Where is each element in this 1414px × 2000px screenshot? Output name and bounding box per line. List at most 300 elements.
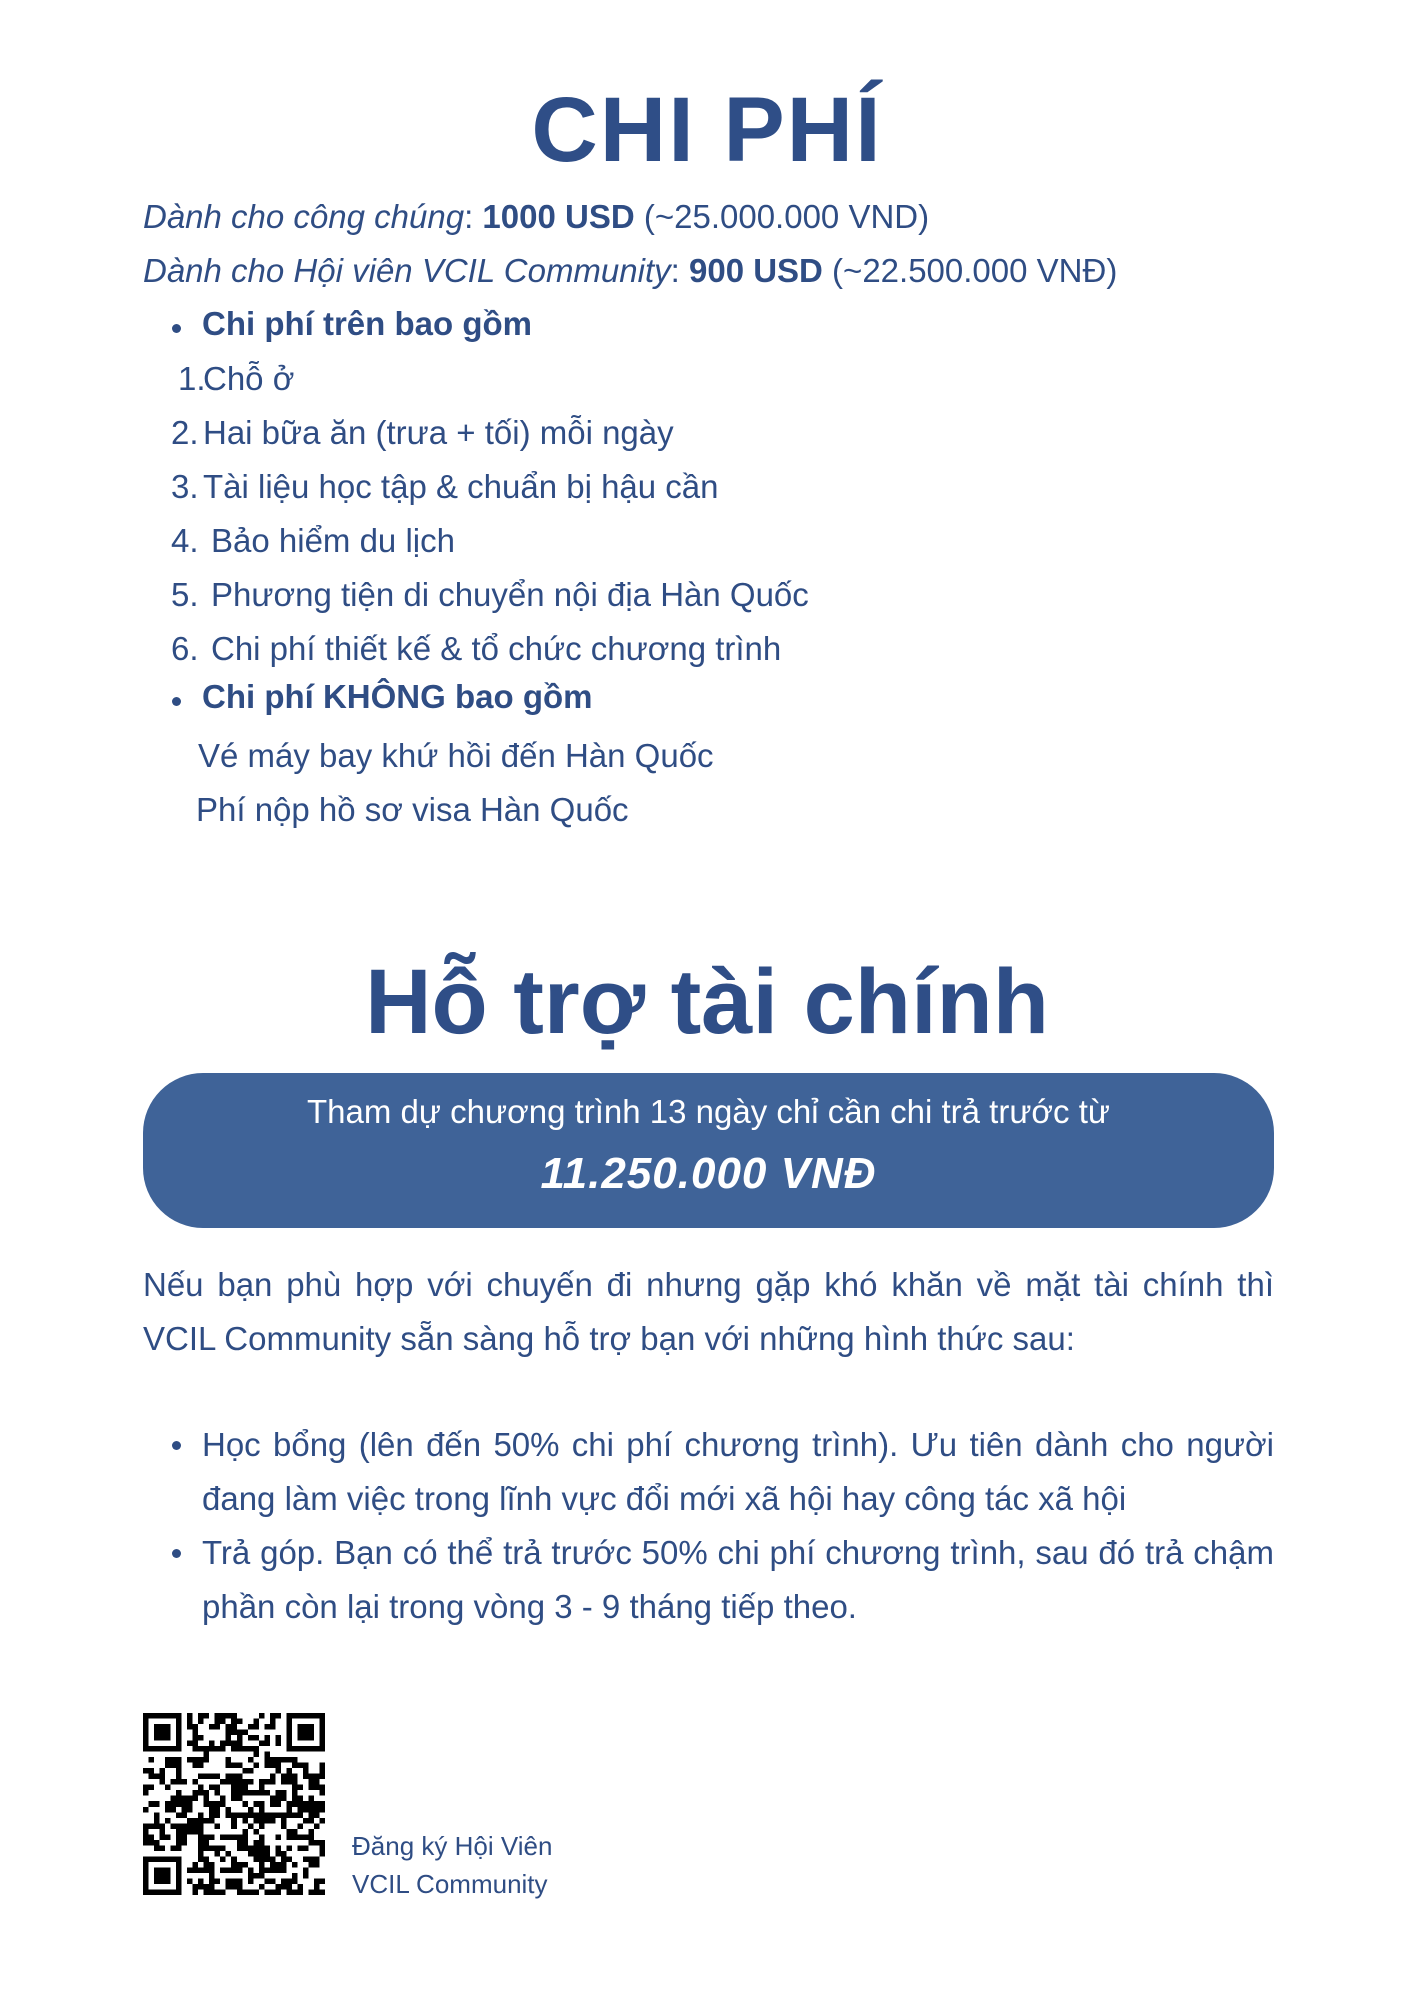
qr-module [176, 1862, 182, 1868]
qr-module [259, 1834, 265, 1840]
qr-module [286, 1889, 292, 1895]
qr-module [176, 1757, 182, 1763]
member-price-label: Dành cho Hội viên VCIL Community [143, 252, 671, 289]
qr-module [160, 1768, 166, 1774]
qr-module [154, 1873, 160, 1879]
qr-module [264, 1779, 270, 1785]
qr-module [182, 1840, 188, 1846]
qr-module [259, 1741, 265, 1747]
qr-module [220, 1719, 226, 1725]
qr-module [281, 1856, 287, 1862]
qr-module [160, 1774, 166, 1780]
qr-module [182, 1796, 188, 1802]
qr-module [297, 1763, 303, 1769]
qr-module [204, 1834, 210, 1840]
qr-module [220, 1889, 226, 1895]
qr-module [143, 1856, 149, 1862]
member-price-amount: 900 USD [688, 252, 823, 289]
qr-module [193, 1829, 199, 1835]
qr-module [176, 1779, 182, 1785]
qr-module [297, 1845, 303, 1851]
qr-module [264, 1845, 270, 1851]
qr-module [143, 1768, 149, 1774]
qr-module [231, 1862, 237, 1868]
qr-caption-line2: VCIL Community [352, 1869, 548, 1899]
qr-module [215, 1878, 221, 1884]
qr-module [286, 1746, 292, 1752]
qr-module [253, 1856, 259, 1862]
qr-module [154, 1878, 160, 1884]
qr-module [281, 1812, 287, 1818]
qr-module [176, 1889, 182, 1895]
qr-module [275, 1867, 281, 1873]
qr-module [292, 1834, 298, 1840]
qr-module [264, 1812, 270, 1818]
qr-module [204, 1774, 210, 1780]
qr-module [154, 1867, 160, 1873]
qr-module [176, 1796, 182, 1802]
qr-module [275, 1889, 281, 1895]
banner-amount: 11.250.000 VNĐ [540, 1149, 877, 1198]
qr-module [292, 1757, 298, 1763]
qr-module [281, 1862, 287, 1868]
qr-module [182, 1834, 188, 1840]
qr-module [204, 1867, 210, 1873]
qr-module [270, 1801, 276, 1807]
qr-module [308, 1774, 314, 1780]
excluded-heading-text: Chi phí KHÔNG bao gồm [202, 678, 593, 715]
qr-module [292, 1862, 298, 1868]
qr-module [160, 1823, 166, 1829]
qr-module [231, 1884, 237, 1890]
qr-module [198, 1829, 204, 1835]
qr-module [303, 1774, 309, 1780]
qr-module [308, 1724, 314, 1730]
qr-module [253, 1719, 259, 1725]
qr-module [160, 1878, 166, 1884]
qr-module [215, 1746, 221, 1752]
qr-module [209, 1845, 215, 1851]
qr-module [209, 1889, 215, 1895]
qr-module [253, 1790, 259, 1796]
qr-module [297, 1730, 303, 1736]
qr-module [176, 1763, 182, 1769]
qr-module [209, 1867, 215, 1873]
qr-module [220, 1713, 226, 1719]
qr-module [143, 1834, 149, 1840]
qr-module [303, 1724, 309, 1730]
qr-module [237, 1845, 243, 1851]
qr-module [198, 1867, 204, 1873]
qr-module [165, 1763, 171, 1769]
qr-module [176, 1884, 182, 1890]
qr-module [303, 1801, 309, 1807]
qr-module [275, 1757, 281, 1763]
qr-module [187, 1713, 193, 1719]
qr-module [143, 1867, 149, 1873]
qr-module [160, 1873, 166, 1879]
qr-module [160, 1889, 166, 1895]
qr-module [259, 1823, 265, 1829]
qr-module [286, 1730, 292, 1736]
qr-module [242, 1768, 248, 1774]
qr-module [149, 1801, 155, 1807]
qr-module [259, 1779, 265, 1785]
qr-module [303, 1746, 309, 1752]
qr-module [176, 1746, 182, 1752]
qr-module [204, 1845, 210, 1851]
qr-module [226, 1724, 232, 1730]
qr-module [209, 1746, 215, 1752]
qr-module [204, 1790, 210, 1796]
qr-module [259, 1867, 265, 1873]
qr-module [209, 1878, 215, 1884]
qr-module [165, 1878, 171, 1884]
qr-module [319, 1851, 325, 1857]
qr-module [143, 1746, 149, 1752]
qr-module [253, 1763, 259, 1769]
qr-module [242, 1818, 248, 1824]
qr-module [231, 1785, 237, 1791]
qr-module [220, 1741, 226, 1747]
qr-module [319, 1763, 325, 1769]
qr-module [220, 1779, 226, 1785]
qr-module [143, 1741, 149, 1747]
qr-module [264, 1752, 270, 1758]
qr-module [198, 1884, 204, 1890]
qr-module [176, 1768, 182, 1774]
qr-module [149, 1774, 155, 1780]
qr-module [264, 1878, 270, 1884]
qr-module [297, 1785, 303, 1791]
qr-module [231, 1741, 237, 1747]
qr-module [308, 1829, 314, 1835]
qr-module [314, 1862, 320, 1868]
qr-module [209, 1785, 215, 1791]
qr-module [319, 1741, 325, 1747]
qr-module [275, 1763, 281, 1769]
qr-module [297, 1834, 303, 1840]
qr-module [165, 1834, 171, 1840]
qr-module [143, 1829, 149, 1835]
qr-module [281, 1757, 287, 1763]
qr-module [319, 1785, 325, 1791]
qr-module [248, 1823, 254, 1829]
prepay-banner [143, 1073, 1274, 1228]
qr-module [286, 1829, 292, 1835]
qr-module [308, 1840, 314, 1846]
qr-module [281, 1884, 287, 1890]
qr-module [308, 1818, 314, 1824]
qr-module [215, 1823, 221, 1829]
qr-module [198, 1878, 204, 1884]
qr-module [204, 1856, 210, 1862]
qr-module [259, 1840, 265, 1846]
qr-module [193, 1867, 199, 1873]
member-price-line [143, 252, 1117, 290]
qr-module [303, 1867, 309, 1873]
qr-module [281, 1779, 287, 1785]
qr-module [182, 1807, 188, 1813]
excluded-item: Phí nộp hồ sơ visa Hàn Quốc [196, 791, 629, 828]
qr-module [209, 1818, 215, 1824]
qr-module [143, 1785, 149, 1791]
qr-module [275, 1884, 281, 1890]
qr-module [270, 1856, 276, 1862]
qr-module [237, 1774, 243, 1780]
qr-module [198, 1774, 204, 1780]
qr-module [226, 1867, 232, 1873]
qr-module [176, 1790, 182, 1796]
qr-module [314, 1779, 320, 1785]
qr-module [286, 1856, 292, 1862]
qr-module [286, 1779, 292, 1785]
qr-module [264, 1851, 270, 1857]
qr-module [220, 1834, 226, 1840]
qr-module [253, 1840, 259, 1846]
qr-module [198, 1785, 204, 1791]
qr-module [242, 1801, 248, 1807]
qr-module [176, 1845, 182, 1851]
qr-module [198, 1763, 204, 1769]
qr-module [171, 1823, 177, 1829]
qr-caption [352, 1827, 552, 1903]
qr-module [171, 1856, 177, 1862]
qr-module [143, 1790, 149, 1796]
qr-module [292, 1713, 298, 1719]
qr-module [215, 1790, 221, 1796]
qr-module [242, 1889, 248, 1895]
qr-module [292, 1812, 298, 1818]
qr-module [171, 1801, 177, 1807]
qr-module [286, 1834, 292, 1840]
qr-module [204, 1801, 210, 1807]
qr-module [270, 1867, 276, 1873]
qr-module [303, 1763, 309, 1769]
qr-module [187, 1807, 193, 1813]
qr-module [231, 1719, 237, 1725]
qr-module [292, 1889, 298, 1895]
qr-module [297, 1889, 303, 1895]
qr-module [259, 1845, 265, 1851]
item-number: 6. [171, 630, 199, 667]
qr-module [281, 1796, 287, 1802]
item-number: 1. [178, 360, 206, 397]
qr-module [215, 1774, 221, 1780]
qr-module [264, 1741, 270, 1747]
qr-module [204, 1746, 210, 1752]
qr-module [215, 1889, 221, 1895]
qr-module [226, 1763, 232, 1769]
qr-module [253, 1752, 259, 1758]
qr-module [270, 1719, 276, 1725]
qr-module [259, 1790, 265, 1796]
qr-module [209, 1741, 215, 1747]
qr-module [308, 1812, 314, 1818]
qr-module [171, 1757, 177, 1763]
qr-module [176, 1741, 182, 1747]
qr-module [226, 1834, 232, 1840]
qr-module [231, 1779, 237, 1785]
qr-module [297, 1884, 303, 1890]
qr-module [160, 1829, 166, 1835]
qr-module [319, 1730, 325, 1736]
item-text: Chỗ ở [203, 360, 295, 397]
qr-module [209, 1801, 215, 1807]
qr-module [314, 1713, 320, 1719]
qr-module [154, 1774, 160, 1780]
item-text: Bảo hiểm du lịch [211, 522, 455, 559]
qr-module [259, 1812, 265, 1818]
qr-module [160, 1724, 166, 1730]
qr-module [209, 1834, 215, 1840]
option-installment-text: Trả góp. Bạn có thể trả trước 50% chi phí chương trình, sau đó trả chậm phần còn lại trong vòng 3 - 9 tháng tiếp theo. [202, 1534, 1274, 1625]
qr-module [220, 1867, 226, 1873]
qr-module [226, 1713, 232, 1719]
qr-module [248, 1873, 254, 1879]
qr-module [275, 1851, 281, 1857]
qr-module [248, 1790, 254, 1796]
qr-module [176, 1823, 182, 1829]
qr-module [270, 1774, 276, 1780]
qr-module [270, 1818, 276, 1824]
qr-module [231, 1834, 237, 1840]
qr-module [286, 1735, 292, 1741]
qr-module [253, 1801, 259, 1807]
qr-module [253, 1829, 259, 1835]
qr-module [286, 1807, 292, 1813]
qr-module [281, 1851, 287, 1857]
qr-module [264, 1757, 270, 1763]
qr-module [259, 1884, 265, 1890]
qr-module [314, 1889, 320, 1895]
qr-module [198, 1823, 204, 1829]
qr-module [237, 1862, 243, 1868]
qr-module [248, 1889, 254, 1895]
qr-module [160, 1856, 166, 1862]
qr-module [143, 1878, 149, 1884]
qr-module [204, 1757, 210, 1763]
qr-module [237, 1889, 243, 1895]
qr-module [154, 1730, 160, 1736]
qr-module [264, 1724, 270, 1730]
qr-module [226, 1779, 232, 1785]
qr-module [242, 1746, 248, 1752]
qr-module [171, 1845, 177, 1851]
qr-module [149, 1823, 155, 1829]
qr-module [308, 1834, 314, 1840]
qr-module [193, 1746, 199, 1752]
list-item [143, 1526, 1274, 1634]
qr-module [237, 1834, 243, 1840]
qr-module [259, 1807, 265, 1813]
qr-module [143, 1719, 149, 1725]
qr-module [160, 1779, 166, 1785]
qr-module [209, 1724, 215, 1730]
qr-module [165, 1735, 171, 1741]
qr-module [292, 1796, 298, 1802]
qr-module [308, 1856, 314, 1862]
qr-module [264, 1735, 270, 1741]
qr-module [248, 1807, 254, 1813]
qr-module [171, 1889, 177, 1895]
qr-module [165, 1818, 171, 1824]
qr-module [242, 1834, 248, 1840]
qr-module [253, 1873, 259, 1879]
qr-module [209, 1812, 215, 1818]
qr-module [226, 1851, 232, 1857]
qr-module [237, 1867, 243, 1873]
qr-module [143, 1807, 149, 1813]
qr-module [226, 1735, 232, 1741]
qr-module [176, 1713, 182, 1719]
qr-module [193, 1741, 199, 1747]
qr-module [259, 1862, 265, 1868]
qr-module [193, 1763, 199, 1769]
qr-module [220, 1856, 226, 1862]
qr-module [275, 1801, 281, 1807]
qr-module [171, 1779, 177, 1785]
qr-module [165, 1889, 171, 1895]
qr-module [182, 1829, 188, 1835]
qr-module [193, 1724, 199, 1730]
qr-module [165, 1867, 171, 1873]
qr-module [193, 1862, 199, 1868]
qr-module [204, 1862, 210, 1868]
qr-module [209, 1884, 215, 1890]
qr-module [171, 1713, 177, 1719]
qr-module [264, 1763, 270, 1769]
qr-module [187, 1719, 193, 1725]
qr-module [143, 1840, 149, 1846]
finance-title: Hỗ trợ tài chính [365, 951, 1049, 1053]
qr-module [215, 1785, 221, 1791]
qr-module [319, 1889, 325, 1895]
qr-module [182, 1801, 188, 1807]
qr-module [319, 1801, 325, 1807]
qr-module [237, 1812, 243, 1818]
qr-module [314, 1774, 320, 1780]
qr-module [253, 1746, 259, 1752]
qr-module [275, 1845, 281, 1851]
item-text: Hai bữa ăn (trưa + tối) mỗi ngày [203, 414, 674, 451]
public-price-line [143, 198, 929, 236]
qr-module [319, 1840, 325, 1846]
qr-module [308, 1801, 314, 1807]
qr-module [226, 1807, 232, 1813]
qr-module [226, 1741, 232, 1747]
qr-module [270, 1878, 276, 1884]
qr-module [319, 1774, 325, 1780]
option-scholarship-text: Học bổng (lên đến 50% chi phí chương trình). Ưu tiên dành cho người đang làm việc trong lĩnh vực đổi mới xã hội hay công tác xã hội [202, 1426, 1274, 1517]
qr-module [248, 1845, 254, 1851]
qr-module [242, 1829, 248, 1835]
qr-module [242, 1730, 248, 1736]
qr-module [231, 1790, 237, 1796]
qr-module [220, 1845, 226, 1851]
qr-module [253, 1812, 259, 1818]
qr-module [237, 1878, 243, 1884]
qr-code-icon[interactable] [143, 1713, 325, 1895]
qr-module [149, 1768, 155, 1774]
qr-module [292, 1746, 298, 1752]
qr-module [154, 1812, 160, 1818]
qr-module [160, 1735, 166, 1741]
qr-module [308, 1862, 314, 1868]
qr-module [160, 1845, 166, 1851]
qr-module [231, 1746, 237, 1752]
qr-module [143, 1730, 149, 1736]
